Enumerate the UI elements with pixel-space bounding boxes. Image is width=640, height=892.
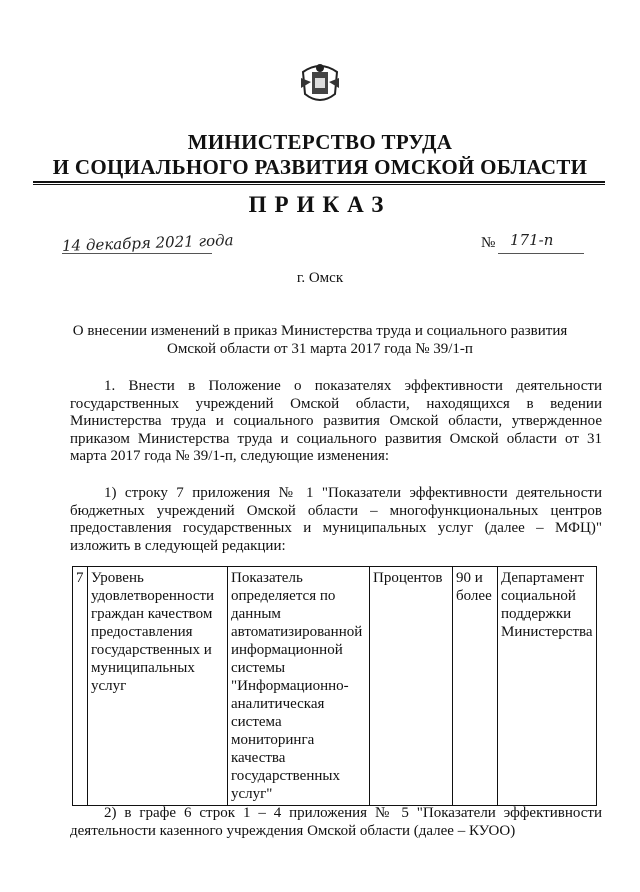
ministry-name-line2: И СОЦИАЛЬНОГО РАЗВИТИЯ ОМСКОЙ ОБЛАСТИ — [52, 155, 588, 179]
cell-department: Департамент социальной поддержки Министерства — [498, 567, 597, 806]
date-underline — [62, 253, 212, 254]
cell-method: Показатель определяется по данным автоматизированной информационной системы "Информационно-аналитическая система мониторинга качества государственных услуг" — [228, 567, 370, 806]
subject-line2: Омской области от 31 марта 2017 года № 39/1-п — [167, 341, 473, 357]
paragraph-1 — [70, 378, 602, 466]
header-divider-thin — [33, 184, 605, 185]
paragraph-3 — [70, 805, 602, 840]
subject-line1: О внесении изменений в приказ Министерства труда и социального развития — [72, 323, 568, 339]
number-label: № — [481, 235, 496, 251]
order-subject — [60, 322, 580, 358]
coat-of-arms-icon — [297, 58, 343, 108]
paragraph-3-text: 2) в графе 6 строк 1 – 4 приложения № 5 "Показатели эффективности деятельности казенного учреждения Омской области (далее – КУОО) — [70, 805, 602, 839]
number-underline — [498, 253, 584, 254]
paragraph-2-text: 1) строку 7 приложения № 1 "Показатели эффективности деятельности бюджетных учреждений Омской области – многофункциональных центров предоставления государственных и муниципальных услуг (далее – МФЦ)" изложить в следующей редакции: — [70, 485, 602, 554]
ministry-name-line1: МИНИСТЕРСТВО ТРУДА — [187, 130, 453, 154]
table-row — [73, 567, 597, 806]
handwritten-date: 14 декабря 2021 года — [61, 231, 234, 255]
header-divider — [33, 181, 605, 183]
cell-value: 90 и более — [453, 567, 498, 806]
city: г. Омск — [296, 270, 344, 286]
cell-indicator: Уровень удовлетворенности граждан качеством предоставления государственных и муниципальных услуг — [88, 567, 228, 806]
cell-number: 7 — [73, 567, 88, 806]
indicator-table — [72, 566, 597, 806]
handwritten-number: 171-п — [510, 231, 554, 249]
paragraph-2 — [70, 485, 602, 555]
paragraph-1-text: 1. Внести в Положение о показателях эффективности деятельности государственных учреждений Омской области, находящихся в ведении Министерства труда и социального развития Омской области, утвержденное приказом Министерства труда и социального развития Омской области от 31 марта 2017 года № 39/1-п, следующие изменения: — [70, 378, 602, 464]
document-type-title: ПРИКАЗ — [248, 192, 392, 217]
cell-unit: Процентов — [370, 567, 453, 806]
